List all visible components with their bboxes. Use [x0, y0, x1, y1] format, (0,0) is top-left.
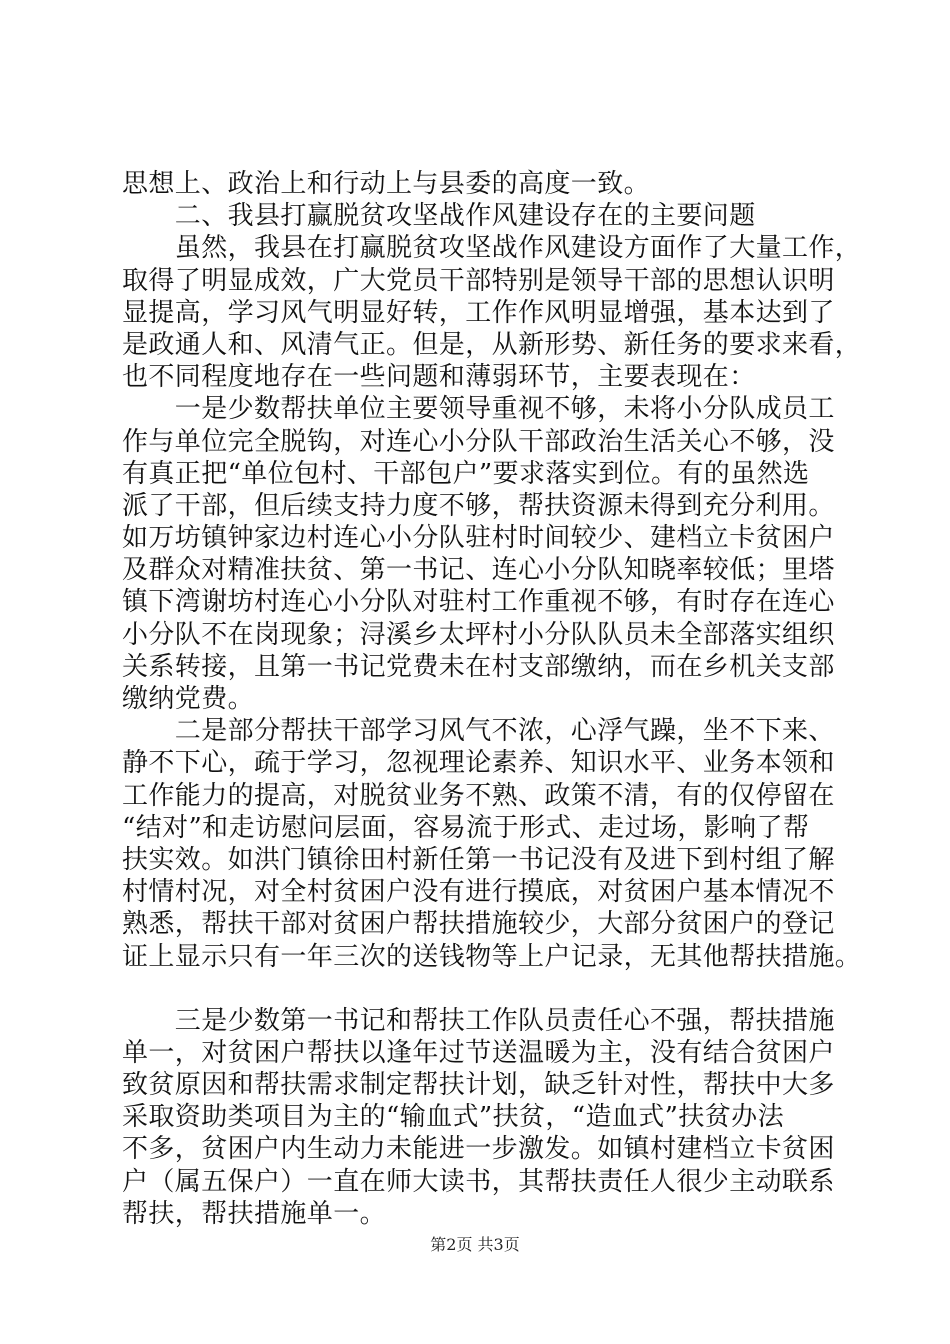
text-line: 镇下湾谢坊村连心小分队对驻村工作重视不够，有时存在连心	[122, 587, 835, 618]
text-line: 单一，对贫困户帮扶以逢年过节送温暖为主，没有结合贫困户	[122, 1037, 835, 1068]
text-line: 也不同程度地存在一些问题和薄弱环节，主要表现在：	[122, 362, 756, 393]
text-line: 显提高，学习风气明显好转，工作作风明显增强，基本达到了	[122, 297, 835, 328]
paragraph-gap	[122, 973, 848, 1005]
text-line: 工作能力的提高，对脱贫业务不熟、政策不清，有的仅停留在	[122, 780, 835, 811]
text-line: 户（属五保户）一直在师大读书，其帮扶责任人很少主动联系	[122, 1166, 835, 1197]
text-line: 如万坊镇钟家边村连心小分队驻村时间较少、建档立卡贫困户	[122, 523, 835, 554]
page-footer: 第2页 共3页	[430, 1235, 520, 1254]
text-line: 熟悉，帮扶干部对贫困户帮扶措施较少，大部分贫困户的登记	[122, 909, 835, 940]
text-line: 虽然，我县在打赢脱贫攻坚战作风建设方面作了大量工作，	[122, 233, 862, 264]
text-line: 村情村况，对全村贫困户没有进行摸底，对贫困户基本情况不	[122, 877, 835, 908]
text-line: 静不下心，疏于学习，忽视理论素养、知识水平、业务本领和	[122, 748, 835, 779]
document-body	[122, 168, 862, 1230]
text-line: 小分队不在岗现象；浔溪乡太坪村小分队队员未全部落实组织	[122, 619, 835, 650]
section-heading: 二、我县打赢脱贫攻坚战作风建设存在的主要问题	[122, 201, 756, 232]
text-line: 不多，贫困户内生动力未能进一步激发。如镇村建档立卡贫困	[122, 1134, 835, 1165]
text-line: 三是少数第一书记和帮扶工作队员责任心不强，帮扶措施	[122, 1005, 835, 1036]
text-line: 致贫原因和帮扶需求制定帮扶计划，缺乏针对性，帮扶中大多	[122, 1070, 835, 1101]
text-line: “结对”和走访慰问层面，容易流于形式、走过场，影响了帮	[122, 812, 810, 843]
text-line: 有真正把“单位包村、干部包户”要求落实到位。有的虽然选	[122, 458, 810, 489]
text-line: 及群众对精准扶贫、第一书记、连心小分队知晓率较低；里塔	[122, 555, 835, 586]
text-line: 作与单位完全脱钩，对连心小分队干部政治生活关心不够，没	[122, 426, 835, 457]
text-line: 缴纳党费。	[122, 684, 255, 714]
text-line: 采取资助类项目为主的“输血式”扶贫，“造血式”扶贫办法	[122, 1102, 784, 1133]
text-line: 取得了明显成效，广大党员干部特别是领导干部的思想认识明	[122, 265, 835, 296]
text-line: 证上显示只有一年三次的送钱物等上户记录，无其他帮扶措施。	[122, 941, 862, 972]
text-line: 关系转接，且第一书记党费未在村支部缴纳，而在乡机关支部	[122, 651, 835, 682]
text-line: 思想上、政治上和行动上与县委的高度一致。	[122, 169, 651, 199]
text-line: 派了干部，但后续支持力度不够，帮扶资源未得到充分利用。	[122, 490, 835, 521]
text-line: 一是少数帮扶单位主要领导重视不够，未将小分队成员工	[122, 394, 835, 425]
text-line: 是政通人和、风清气正。但是，从新形势、新任务的要求来看，	[122, 329, 862, 360]
text-line: 扶实效。如洪门镇徐田村新任第一书记没有及进下到村组了解	[122, 844, 835, 875]
text-line: 帮扶，帮扶措施单一。	[122, 1198, 387, 1229]
text-line: 二是部分帮扶干部学习风气不浓，心浮气躁，坐不下来、	[122, 716, 835, 747]
